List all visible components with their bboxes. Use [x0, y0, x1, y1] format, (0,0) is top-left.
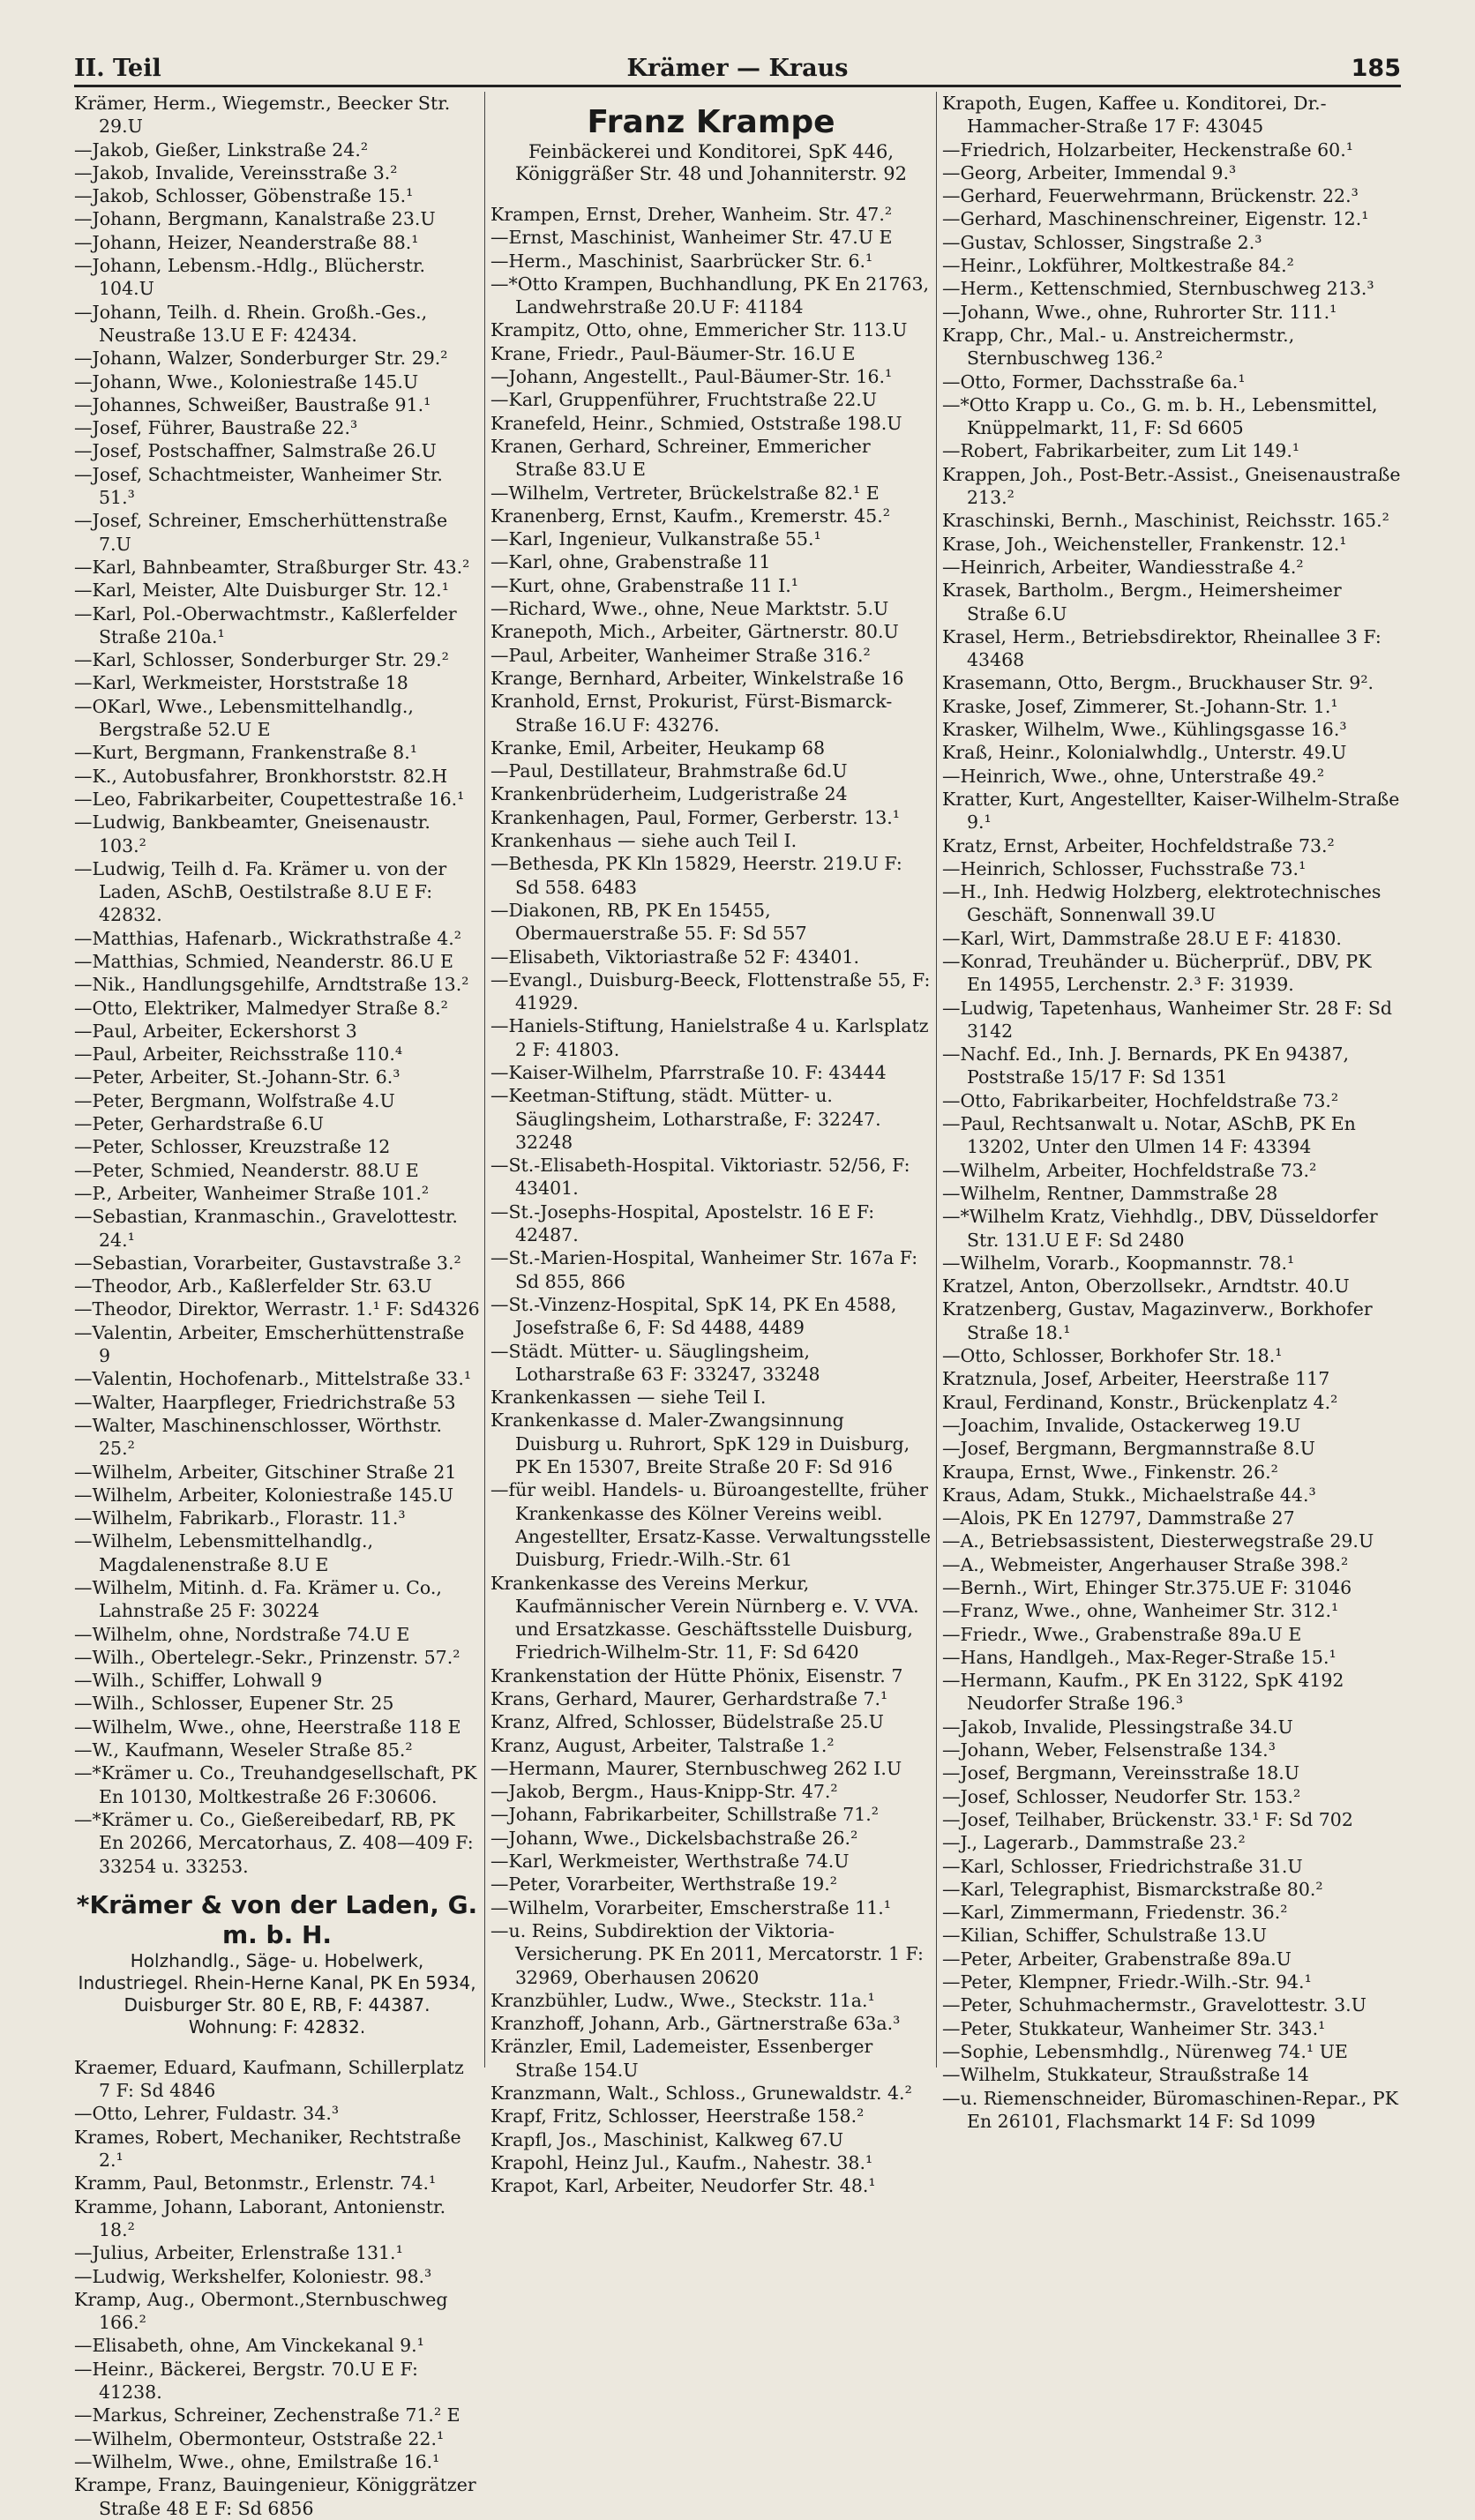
directory-entry: —Karl, Wirt, Dammstraße 28.U E F: 41830. [942, 927, 1342, 949]
directory-entry: —Elisabeth, Viktoriastraße 52 F: 43401. [490, 946, 859, 968]
directory-entry: —Paul, Destillateur, Brahmstraße 6d.U [490, 760, 848, 782]
directory-entry: —*Otto Krapp u. Co., G. m. b. H., Lebensmittel, Knüppelmarkt, 11, F: Sd 6605 [942, 393, 1378, 439]
directory-entry: Krames, Robert, Mechaniker, Rechtstraße 2.¹ [74, 2126, 461, 2172]
directory-entry: —Johann, Walzer, Sonderburger Str. 29.² [74, 348, 448, 370]
directory-entry: Krasel, Herm., Betriebsdirektor, Rheinallee 3 F: 43468 [942, 625, 1381, 671]
directory-entry: Krans, Gerhard, Maurer, Gerhardstraße 7.¹ [490, 1688, 888, 1709]
directory-entry: —Gerhard, Maschinenschreiner, Eigenstr. 12.¹ [942, 208, 1369, 230]
directory-entry: Krapoth, Eugen, Kaffee u. Konditorei, Dr.-Hammacher-Straße 17 F: 43045 [942, 93, 1327, 138]
directory-entry: Krappen, Joh., Post-Betr.-Assist., Gneisenaustraße 213.² [942, 463, 1401, 509]
directory-list-right [942, 92, 1401, 2133]
directory-entry: Kranzhoff, Johann, Arb., Gärtnerstraße 63a.³ [490, 2013, 901, 2035]
directory-entry: —Matthias, Hafenarb., Wickrathstraße 4.² [74, 927, 461, 949]
directory-entry: Kranhold, Ernst, Prokurist, Fürst-Bismarck-Straße 16.U F: 43276. [490, 691, 893, 736]
column-divider-right [936, 92, 937, 2068]
directory-list-left-bottom [74, 2056, 480, 2520]
directory-entry: —Wilhelm, Wwe., ohne, Emilstraße 16.¹ [74, 2450, 440, 2472]
directory-entry: —Sebastian, Kranmaschin., Gravelottestr. 24.¹ [74, 1206, 458, 1251]
ad-line: Wohnung: F: 42832. [188, 2015, 366, 2038]
directory-entry: —St.-Elisabeth-Hospital. Viktoriastr. 52/56, F: 43401. [490, 1155, 910, 1200]
directory-entry: —Karl, ohne, Grabenstraße 11 [490, 551, 771, 573]
directory-entry: —Josef, Bergmann, Vereinsstraße 18.U [942, 1762, 1300, 1784]
directory-entry: Kramme, Johann, Laborant, Antonienstr. 18.² [74, 2195, 446, 2240]
directory-entry: —Wilhelm, ohne, Nordstraße 74.U E [74, 1623, 410, 1645]
directory-entry: —Alois, PK En 12797, Dammstraße 27 [942, 1507, 1295, 1529]
directory-entry: Krapohl, Heinz Jul., Kaufm., Nahestr. 38.¹ [490, 2151, 873, 2173]
directory-entry: —Bethesda, PK Kln 15829, Heerstr. 219.U F: Sd 558. 6483 [490, 853, 902, 898]
directory-entry: —Georg, Arbeiter, Immendal 9.³ [942, 161, 1237, 183]
directory-entry: —Diakonen, RB, PK En 15455, Obermauerstraße 55. F: Sd 557 [490, 899, 807, 945]
directory-entry: —Leo, Fabrikarbeiter, Coupettestraße 16.¹ [74, 788, 465, 810]
directory-entry: —Peter, Klempner, Friedr.-Wilh.-Str. 94.¹ [942, 1971, 1312, 1993]
ad-line: Feinbäckerei und Konditorei, SpK 446, [528, 141, 894, 162]
directory-entry: —Karl, Werkmeister, Horststraße 18 [74, 672, 408, 694]
directory-entry: —Heinrich, Schlosser, Fuchsstraße 73.¹ [942, 857, 1307, 879]
directory-entry: Kranz, August, Arbeiter, Talstraße 1.² [490, 1734, 835, 1756]
directory-entry: —Wilhelm, Vorarb., Koopmannstr. 78.¹ [942, 1252, 1295, 1274]
directory-entry: —St.-Marien-Hospital, Wanheimer Str. 167a F: Sd 855, 866 [490, 1247, 918, 1292]
directory-entry: —Hermann, Kaufm., PK En 3122, SpK 4192 Neudorfer Straße 196.³ [942, 1670, 1344, 1715]
directory-entry: Kraß, Heinr., Kolonialwhdlg., Unterstr. 49.U [942, 742, 1347, 764]
directory-entry: —Heinr., Lokführer, Moltkestraße 84.² [942, 255, 1294, 277]
directory-entry: Krapp, Chr., Mal.- u. Anstreichermstr., Sternbuschweg 136.² [942, 324, 1295, 370]
directory-entry: —Richard, Wwe., ohne, Neue Marktstr. 5.U [490, 598, 889, 620]
directory-entry: —P., Arbeiter, Wanheimer Straße 101.² [74, 1182, 430, 1204]
directory-entry: Krankenstation der Hütte Phönix, Eisenstr. 7 [490, 1664, 903, 1686]
directory-entry: —für weibl. Handels- u. Büroangestellte, früher Krankenkasse des Kölner Vereins weibl. Angestellter, Ersatz-Kasse. Verwaltungsstelle Duisburg, Friedr.-Wilh.-Str. 61 [490, 1479, 932, 1571]
directory-entry: —Karl, Pol.-Oberwachtmstr., Kaßlerfelder Straße 210a.¹ [74, 602, 457, 647]
directory-entry: —Peter, Gerhardstraße 6.U [74, 1113, 325, 1135]
directory-entry: —A., Betriebsassistent, Diesterwegstraße 29.U [942, 1530, 1374, 1552]
advertisement-kraemer-von-der-laden [74, 1890, 480, 2038]
directory-entry: Krapot, Karl, Arbeiter, Neudorfer Str. 48.¹ [490, 2175, 876, 2197]
directory-entry: —Paul, Arbeiter, Eckershorst 3 [74, 1020, 357, 1042]
directory-entry: —*Wilhelm Kratz, Viehhdlg., DBV, Düsseldorfer Str. 131.U E F: Sd 2480 [942, 1206, 1378, 1251]
directory-entry: Kranz, Alfred, Schlosser, Büdelstraße 25.U [490, 1711, 884, 1733]
directory-entry: —Ernst, Maschinist, Wanheimer Str. 47.U E [490, 227, 893, 249]
directory-entry: —Peter, Arbeiter, St.-Johann-Str. 6.³ [74, 1066, 401, 1088]
directory-entry: —Friedr., Wwe., Grabenstraße 89a.U E [942, 1623, 1302, 1645]
directory-entry: Krämer, Herm., Wiegemstr., Beecker Str. 29.U [74, 93, 451, 138]
directory-entry: —Peter, Schlosser, Kreuzstraße 12 [74, 1136, 391, 1158]
column-middle [490, 92, 932, 2197]
directory-entry: —St.-Josephs-Hospital, Apostelstr. 16 E F: 42487. [490, 1200, 875, 1246]
directory-entry: —Johann, Heizer, Neanderstraße 88.¹ [74, 231, 419, 253]
directory-entry: —Josef, Schlosser, Neudorfer Str. 153.² [942, 1785, 1301, 1807]
directory-entry: —Wilhelm, Rentner, Dammstraße 28 [942, 1182, 1278, 1204]
directory-entry: —Gustav, Schlosser, Singstraße 2.³ [942, 231, 1262, 253]
directory-entry: —H., Inh. Hedwig Holzberg, elektrotechnisches Geschäft, Sonnenwall 39.U [942, 881, 1381, 926]
directory-entry: —Kurt, Bergmann, Frankenstraße 8.¹ [74, 742, 417, 764]
directory-entry: —Paul, Arbeiter, Wanheimer Straße 316.² [490, 644, 871, 666]
directory-entry: —Karl, Schlosser, Sonderburger Str. 29.² [74, 649, 449, 671]
directory-entry: —Peter, Arbeiter, Grabenstraße 89a.U [942, 1948, 1292, 1970]
ad-line: Duisburger Str. 80 E, RB, F: 44387. [124, 1993, 431, 2015]
directory-entry: —Matthias, Schmied, Neanderstr. 86.U E [74, 950, 453, 972]
directory-entry: Kratzel, Anton, Oberzollsekr., Arndtstr. 40.U [942, 1275, 1350, 1297]
directory-entry: Kraus, Adam, Stukk., Michaelstraße 44.³ [942, 1484, 1316, 1506]
directory-entry: —Josef, Postschaffner, Salmstraße 26.U [74, 440, 437, 462]
directory-entry: —Walter, Maschinenschlosser, Wörthstr. 25.² [74, 1414, 442, 1460]
directory-entry: —Joachim, Invalide, Ostackerweg 19.U [942, 1414, 1301, 1436]
directory-entry: Kränzler, Emil, Lademeister, Essenberger Straße 154.U [490, 2036, 873, 2081]
directory-entry: —Wilh., Schiffer, Lohwall 9 [74, 1670, 323, 1692]
directory-entry: —Hermann, Maurer, Sternbuschweg 262 I.U [490, 1757, 902, 1779]
running-title: Krämer — Kraus [626, 55, 849, 82]
directory-entry: —A., Webmeister, Angerhauser Straße 398.² [942, 1553, 1349, 1575]
directory-entry: —Wilhelm, Arbeiter, Koloniestraße 145.U [74, 1484, 453, 1506]
directory-entry: —Karl, Zimmermann, Friedenstr. 36.² [942, 1902, 1288, 1924]
directory-entry: —Wilh., Obertelegr.-Sekr., Prinzenstr. 57.² [74, 1646, 460, 1668]
directory-list-left-top [74, 92, 480, 1878]
directory-entry: Krasemann, Otto, Bergm., Bruckhauser Str. 9². [942, 672, 1374, 694]
directory-entry: —Johann, Wwe., Koloniestraße 145.U [74, 370, 419, 393]
ad-company-name: *Krämer & von der Laden, G. m. b. H. [76, 1889, 478, 1949]
directory-entry: —Karl, Werkmeister, Werthstraße 74.U [490, 1851, 850, 1873]
directory-entry: Kranen, Gerhard, Schreiner, Emmericher Straße 83.U E [490, 435, 871, 481]
directory-entry: —Heinr., Bäckerei, Bergstr. 70.U E F: 41238. [74, 2358, 418, 2404]
directory-entry: —Otto, Lehrer, Fuldastr. 34.³ [74, 2103, 340, 2125]
directory-entry: Krankenhaus — siehe auch Teil I. [490, 830, 797, 852]
directory-entry: —Josef, Teilhaber, Brückenstr. 33.¹ F: Sd 702 [942, 1808, 1353, 1830]
directory-entry: —Friedrich, Holzarbeiter, Heckenstraße 60.¹ [942, 138, 1353, 161]
directory-entry: Kramp, Aug., Obermont.,Sternbuschweg 166.² [74, 2288, 448, 2334]
directory-entry: —Karl, Bahnbeamter, Straßburger Str. 43.² [74, 556, 470, 578]
directory-entry: Kratzenberg, Gustav, Magazinverw., Borkhofer Straße 18.¹ [942, 1298, 1373, 1343]
directory-entry: —Jakob, Schlosser, Göbenstraße 15.¹ [74, 185, 414, 207]
directory-entry: —OKarl, Wwe., Lebensmittelhandlg., Bergstraße 52.U E [74, 695, 414, 741]
directory-entry: Kranepoth, Mich., Arbeiter, Gärtnerstr. 80.U [490, 621, 899, 643]
directory-entry: —Franz, Wwe., ohne, Wanheimer Str. 312.¹ [942, 1600, 1339, 1622]
directory-entry: Kranenberg, Ernst, Kaufm., Kremerstr. 45.² [490, 505, 890, 527]
directory-entry: —Jakob, Invalide, Plessingstraße 34.U [942, 1716, 1293, 1738]
directory-entry: —Peter, Stukkateur, Wanheimer Str. 343.¹ [942, 2017, 1326, 2039]
directory-entry: Kratter, Kurt, Angestellter, Kaiser-Wilhelm-Straße 9.¹ [942, 788, 1400, 834]
directory-entry: —Ludwig, Werkshelfer, Koloniestr. 98.³ [74, 2265, 432, 2287]
directory-entry: Krampitz, Otto, ohne, Emmericher Str. 113.U [490, 319, 908, 341]
directory-entry: —Karl, Meister, Alte Duisburger Str. 12.¹ [74, 580, 449, 602]
directory-entry: —Peter, Schuhmachermstr., Gravelottestr. 3.U [942, 1994, 1366, 2016]
directory-entry: —Wilhelm, Arbeiter, Hochfeldstraße 73.² [942, 1159, 1317, 1181]
directory-entry: —Wilhelm, Obermonteur, Oststraße 22.¹ [74, 2427, 445, 2449]
directory-entry: —Johann, Wwe., Dickelsbachstraße 26.² [490, 1827, 858, 1849]
directory-entry: —*Otto Krampen, Buchhandlung, PK En 21763, Landwehrstraße 20.U F: 41184 [490, 273, 930, 318]
directory-entry: —Bernh., Wirt, Ehinger Str.375.UE F: 31046 [942, 1577, 1352, 1598]
directory-entry: Krankenkasse des Vereins Merkur, Kaufmännischer Verein Nürnberg e. V. VVA. und Ersatzkasse. Geschäftsstelle Duisburg, Friedrich-Wilhelm-Str. 11, F: Sd 6420 [490, 1572, 919, 1664]
directory-entry: —Peter, Schmied, Neanderstr. 88.U E [74, 1159, 419, 1181]
directory-entry: —Karl, Schlosser, Friedrichstraße 31.U [942, 1855, 1303, 1877]
directory-entry: —Theodor, Direktor, Werrastr. 1.¹ F: Sd4326 [74, 1298, 480, 1320]
directory-entry: —Wilhelm, Vertreter, Brückelstraße 82.¹ E [490, 482, 880, 504]
directory-entry: —St.-Vinzenz-Hospital, SpK 14, PK En 4588, Josefstraße 6, F: Sd 4488, 4489 [490, 1293, 897, 1339]
directory-entry: —Kurt, ohne, Grabenstraße 11 I.¹ [490, 574, 798, 596]
directory-entry: —Evangl., Duisburg-Beeck, Flottenstraße 55, F: 41929. [490, 968, 931, 1014]
directory-entry: —Haniels-Stiftung, Hanielstraße 4 u. Karlsplatz 2 F: 41803. [490, 1015, 929, 1060]
directory-entry: —Johann, Teilh. d. Rhein. Großh.-Ges., Neustraße 13.U E F: 42434. [74, 301, 428, 346]
directory-entry: —Walter, Haarpfleger, Friedrichstraße 53 [74, 1391, 456, 1413]
directory-entry: —Ludwig, Teilh d. Fa. Krämer u. von der Laden, ASchB, Oestilstraße 8.U E F: 42832. [74, 857, 447, 926]
directory-entry: —Johann, Angestellt., Paul-Bäumer-Str. 16.¹ [490, 366, 893, 388]
directory-entry: Krapfl, Jos., Maschinist, Kalkweg 67.U [490, 2128, 844, 2150]
directory-entry: —J., Lagerarb., Dammstraße 23.² [942, 1832, 1246, 1854]
directory-entry: —Elisabeth, ohne, Am Vinckekanal 9.¹ [74, 2335, 424, 2357]
part-label: II. Teil [74, 55, 161, 82]
directory-entry: —Keetman-Stiftung, städt. Mütter- u. Säuglingsheim, Lotharstraße, F: 32247. 32248 [490, 1085, 881, 1153]
directory-entry: —Markus, Schreiner, Zechenstraße 71.² E [74, 2404, 460, 2427]
directory-entry: —Wilhelm, Vorarbeiter, Emscherstraße 11.¹ [490, 1896, 892, 1918]
directory-entry: —Heinrich, Wwe., ohne, Unterstraße 49.² [942, 765, 1325, 787]
directory-entry: —Sebastian, Vorarbeiter, Gustavstraße 3.² [74, 1252, 461, 1274]
directory-entry: —Paul, Rechtsanwalt u. Notar, ASchB, PK En 13202, Unter den Ulmen 14 F: 43394 [942, 1113, 1356, 1158]
directory-entry: —Otto, Schlosser, Borkhofer Str. 18.¹ [942, 1345, 1283, 1367]
directory-entry: —Kaiser-Wilhelm, Pfarrstraße 10. F: 43444 [490, 1061, 887, 1083]
directory-entry: —Valentin, Arbeiter, Emscherhüttenstraße 9 [74, 1321, 465, 1367]
directory-entry: Krane, Friedr., Paul-Bäumer-Str. 16.U E [490, 342, 856, 364]
directory-entry: —Wilhelm, Stukkateur, Straußstraße 14 [942, 2064, 1309, 2086]
directory-entry: Kraske, Josef, Zimmerer, St.-Johann-Str. 1.¹ [942, 695, 1338, 717]
directory-entry: —Jakob, Gießer, Linkstraße 24.² [74, 138, 369, 161]
directory-entry: —Johann, Weber, Felsenstraße 134.³ [942, 1739, 1276, 1761]
directory-entry: Krankenhagen, Paul, Former, Gerberstr. 13.¹ [490, 806, 901, 828]
directory-entry: —Johann, Wwe., ohne, Ruhrorter Str. 111.¹ [942, 301, 1337, 323]
directory-entry: —Julius, Arbeiter, Erlenstraße 131.¹ [74, 2242, 403, 2264]
directory-entry: —u. Riemenschneider, Büromaschinen-Repar., PK En 26101, Flachsmarkt 14 F: Sd 1099 [942, 2087, 1398, 2132]
directory-entry: Kratznula, Josef, Arbeiter, Heerstraße 117 [942, 1368, 1330, 1390]
directory-entry: —W., Kaufmann, Weseler Straße 85.² [74, 1739, 413, 1761]
directory-entry: Krase, Joh., Weichensteller, Frankenstr. 12.¹ [942, 533, 1347, 555]
directory-entry: —Wilhelm, Wwe., ohne, Heerstraße 118 E [74, 1716, 461, 1738]
directory-entry: —Otto, Former, Dachsstraße 6a.¹ [942, 370, 1246, 393]
directory-entry: —Sophie, Lebensmhdlg., Nürenweg 74.¹ UE [942, 2040, 1348, 2062]
directory-entry: —Gerhard, Feuerwehrmann, Brückenstr. 22.³ [942, 185, 1359, 207]
directory-entry: Kratz, Ernst, Arbeiter, Hochfeldstraße 73.² [942, 834, 1335, 856]
directory-entry: —Valentin, Hochofenarb., Mittelstraße 33.¹ [74, 1368, 472, 1390]
directory-entry: Kraemer, Eduard, Kaufmann, Schillerplatz 7 F: Sd 4846 [74, 2056, 464, 2102]
directory-entry: Krange, Bernhard, Arbeiter, Winkelstraße 16 [490, 667, 904, 689]
directory-entry: —Wilhelm, Fabrikarb., Florastr. 11.³ [74, 1507, 406, 1529]
page-number: 185 [1351, 55, 1401, 82]
directory-entry: —Kilian, Schiffer, Schulstraße 13.U [942, 1925, 1267, 1947]
directory-entry: —Jakob, Bergm., Haus-Knipp-Str. 47.² [490, 1781, 838, 1803]
directory-entry: —K., Autobusfahrer, Bronkhorststr. 82.H [74, 765, 448, 787]
ad-line: Königgräßer Str. 48 und Johanniterstr. 92 [515, 163, 907, 184]
directory-entry: —Ludwig, Bankbeamter, Gneisenaustr. 103.² [74, 811, 431, 856]
directory-entry: —Hans, Handlgeh., Max-Reger-Straße 15.¹ [942, 1646, 1336, 1668]
directory-entry: —Peter, Bergmann, Wolfstraße 4.U [74, 1089, 395, 1111]
directory-entry: —Nachf. Ed., Inh. J. Bernards, PK En 94387, Poststraße 15/17 F: Sd 1351 [942, 1043, 1349, 1088]
directory-entry: —Josef, Schachtmeister, Wanheimer Str. 51.³ [74, 463, 443, 509]
directory-entry: Krankenkassen — siehe Teil I. [490, 1387, 767, 1409]
directory-entry: Kranzbühler, Ludw., Wwe., Steckstr. 11a.¹ [490, 1989, 875, 2011]
directory-entry: —Wilhelm, Lebensmittelhandlg., Magdalenenstraße 8.U E [74, 1530, 374, 1575]
directory-entry: Kraul, Ferdinand, Konstr., Brückenplatz 4.² [942, 1391, 1338, 1413]
directory-entry: —Paul, Arbeiter, Reichsstraße 110.⁴ [74, 1043, 403, 1066]
directory-entry: —Otto, Fabrikarbeiter, Hochfeldstraße 73.² [942, 1089, 1339, 1111]
directory-entry: Krankenbrüderheim, Ludgeristraße 24 [490, 783, 848, 805]
directory-entry: Kranefeld, Heinr., Schmied, Oststraße 198.U [490, 412, 902, 434]
directory-entry: Krapf, Fritz, Schlosser, Heerstraße 158.² [490, 2105, 865, 2127]
directory-entry: —Theodor, Arb., Kaßlerfelder Str. 63.U [74, 1275, 432, 1297]
directory-entry: —*Krämer u. Co., Gießereibedarf, RB, PK En 20266, Mercatorhaus, Z. 408—409 F: 33254 u. 33253. [74, 1808, 474, 1877]
column-divider-left [484, 92, 485, 2068]
directory-entry: —Wilhelm, Arbeiter, Gitschiner Straße 21 [74, 1461, 457, 1483]
directory-entry: —u. Reins, Subdirektion der Viktoria-Versicherung. PK En 2011, Mercatorstr. 1 F: 32969, Oberhausen 20620 [490, 1919, 924, 1988]
directory-entry: —Städt. Mütter- u. Säuglingsheim, Lotharstraße 63 F: 33247, 33248 [490, 1340, 820, 1385]
directory-entry: —Otto, Elektriker, Malmedyer Straße 8.² [74, 997, 448, 1019]
directory-entry: Kramm, Paul, Betonmstr., Erlenstr. 74.¹ [74, 2172, 437, 2195]
column-right [942, 92, 1401, 2132]
directory-entry: —*Krämer u. Co., Treuhandgesellschaft, PK En 10130, Moltkestraße 26 F:30606. [74, 1762, 477, 1807]
directory-entry: —Josef, Schreiner, Emscherhüttenstraße 7.U [74, 510, 448, 555]
directory-entry: —Karl, Gruppenführer, Fruchtstraße 22.U [490, 389, 878, 411]
directory-entry: —Josef, Führer, Baustraße 22.³ [74, 417, 358, 439]
directory-entry: —Wilhelm, Mitinh. d. Fa. Krämer u. Co., Lahnstraße 25 F: 30224 [74, 1577, 442, 1622]
directory-entry: Kraschinski, Bernh., Maschinist, Reichsstr. 165.² [942, 510, 1389, 532]
directory-entry: Krankenkasse d. Maler-Zwangsinnung Duisburg u. Ruhrort, SpK 129 in Duisburg, PK En 15307, Breite Straße 20 F: Sd 916 [490, 1410, 910, 1478]
directory-entry: —Herm., Kettenschmied, Sternbuschweg 213.³ [942, 278, 1374, 300]
directory-entry: —Karl, Telegraphist, Bismarckstraße 80.² [942, 1878, 1323, 1900]
advertisement-franz-krampe [490, 104, 932, 185]
directory-entry: —Ludwig, Tapetenhaus, Wanheimer Str. 28 F: Sd 3142 [942, 997, 1393, 1042]
ad-line: Holzhandlg., Säge- u. Hobelwerk, Industriegel. Rhein-Herne Kanal, PK En 5934, [78, 1949, 476, 1993]
ad-company-name: Franz Krampe [587, 104, 835, 140]
directory-entry: —Herm., Maschinist, Saarbrücker Str. 6.¹ [490, 250, 873, 272]
directory-entry: —Wilh., Schlosser, Eupener Str. 25 [74, 1693, 394, 1715]
directory-entry: —Karl, Ingenieur, Vulkanstraße 55.¹ [490, 528, 821, 550]
directory-entry: —Heinrich, Arbeiter, Wandiesstraße 4.² [942, 556, 1304, 578]
directory-entry: Krampe, Franz, Bauingenieur, Königgrätzer Straße 48 E F: Sd 6856 [74, 2474, 476, 2519]
directory-entry: —Peter, Vorarbeiter, Werthstraße 19.² [490, 1873, 838, 1896]
directory-entry: —Johann, Bergmann, Kanalstraße 23.U [74, 208, 436, 230]
directory-entry: Krasker, Wilhelm, Wwe., Kühlingsgasse 16.³ [942, 719, 1347, 741]
directory-entry: Kranzmann, Walt., Schloss., Grunewaldstr. 4.² [490, 2083, 912, 2105]
directory-entry: —Jakob, Invalide, Vereinsstraße 3.² [74, 161, 398, 183]
column-left [74, 92, 480, 2519]
directory-entry: Kranke, Emil, Arbeiter, Heukamp 68 [490, 737, 826, 759]
directory-entry: Krampen, Ernst, Dreher, Wanheim. Str. 47.² [490, 204, 893, 225]
directory-entry: —Nik., Handlungsgehilfe, Arndtstraße 13.² [74, 974, 469, 996]
directory-list-middle [490, 203, 932, 2198]
directory-entry: —Johannes, Schweißer, Baustraße 91.¹ [74, 393, 431, 415]
directory-entry: Krasek, Bartholm., Bergm., Heimersheimer Straße 6.U [942, 580, 1342, 624]
page-header [74, 49, 1401, 87]
directory-entry: —Johann, Fabrikarbeiter, Schillstraße 71.² [490, 1804, 879, 1826]
directory-entry: —Konrad, Treuhänder u. Bücherprüf., DBV, PK En 14955, Lerchenstr. 2.³ F: 31939. [942, 950, 1372, 996]
directory-entry: —Josef, Bergmann, Bergmannstraße 8.U [942, 1438, 1315, 1460]
directory-entry: Kraupa, Ernst, Wwe., Finkenstr. 26.² [942, 1461, 1278, 1483]
directory-entry: —Robert, Fabrikarbeiter, zum Lit 149.¹ [942, 440, 1300, 462]
directory-entry: —Johann, Lebensm.-Hdlg., Blücherstr. 104.U [74, 255, 426, 300]
